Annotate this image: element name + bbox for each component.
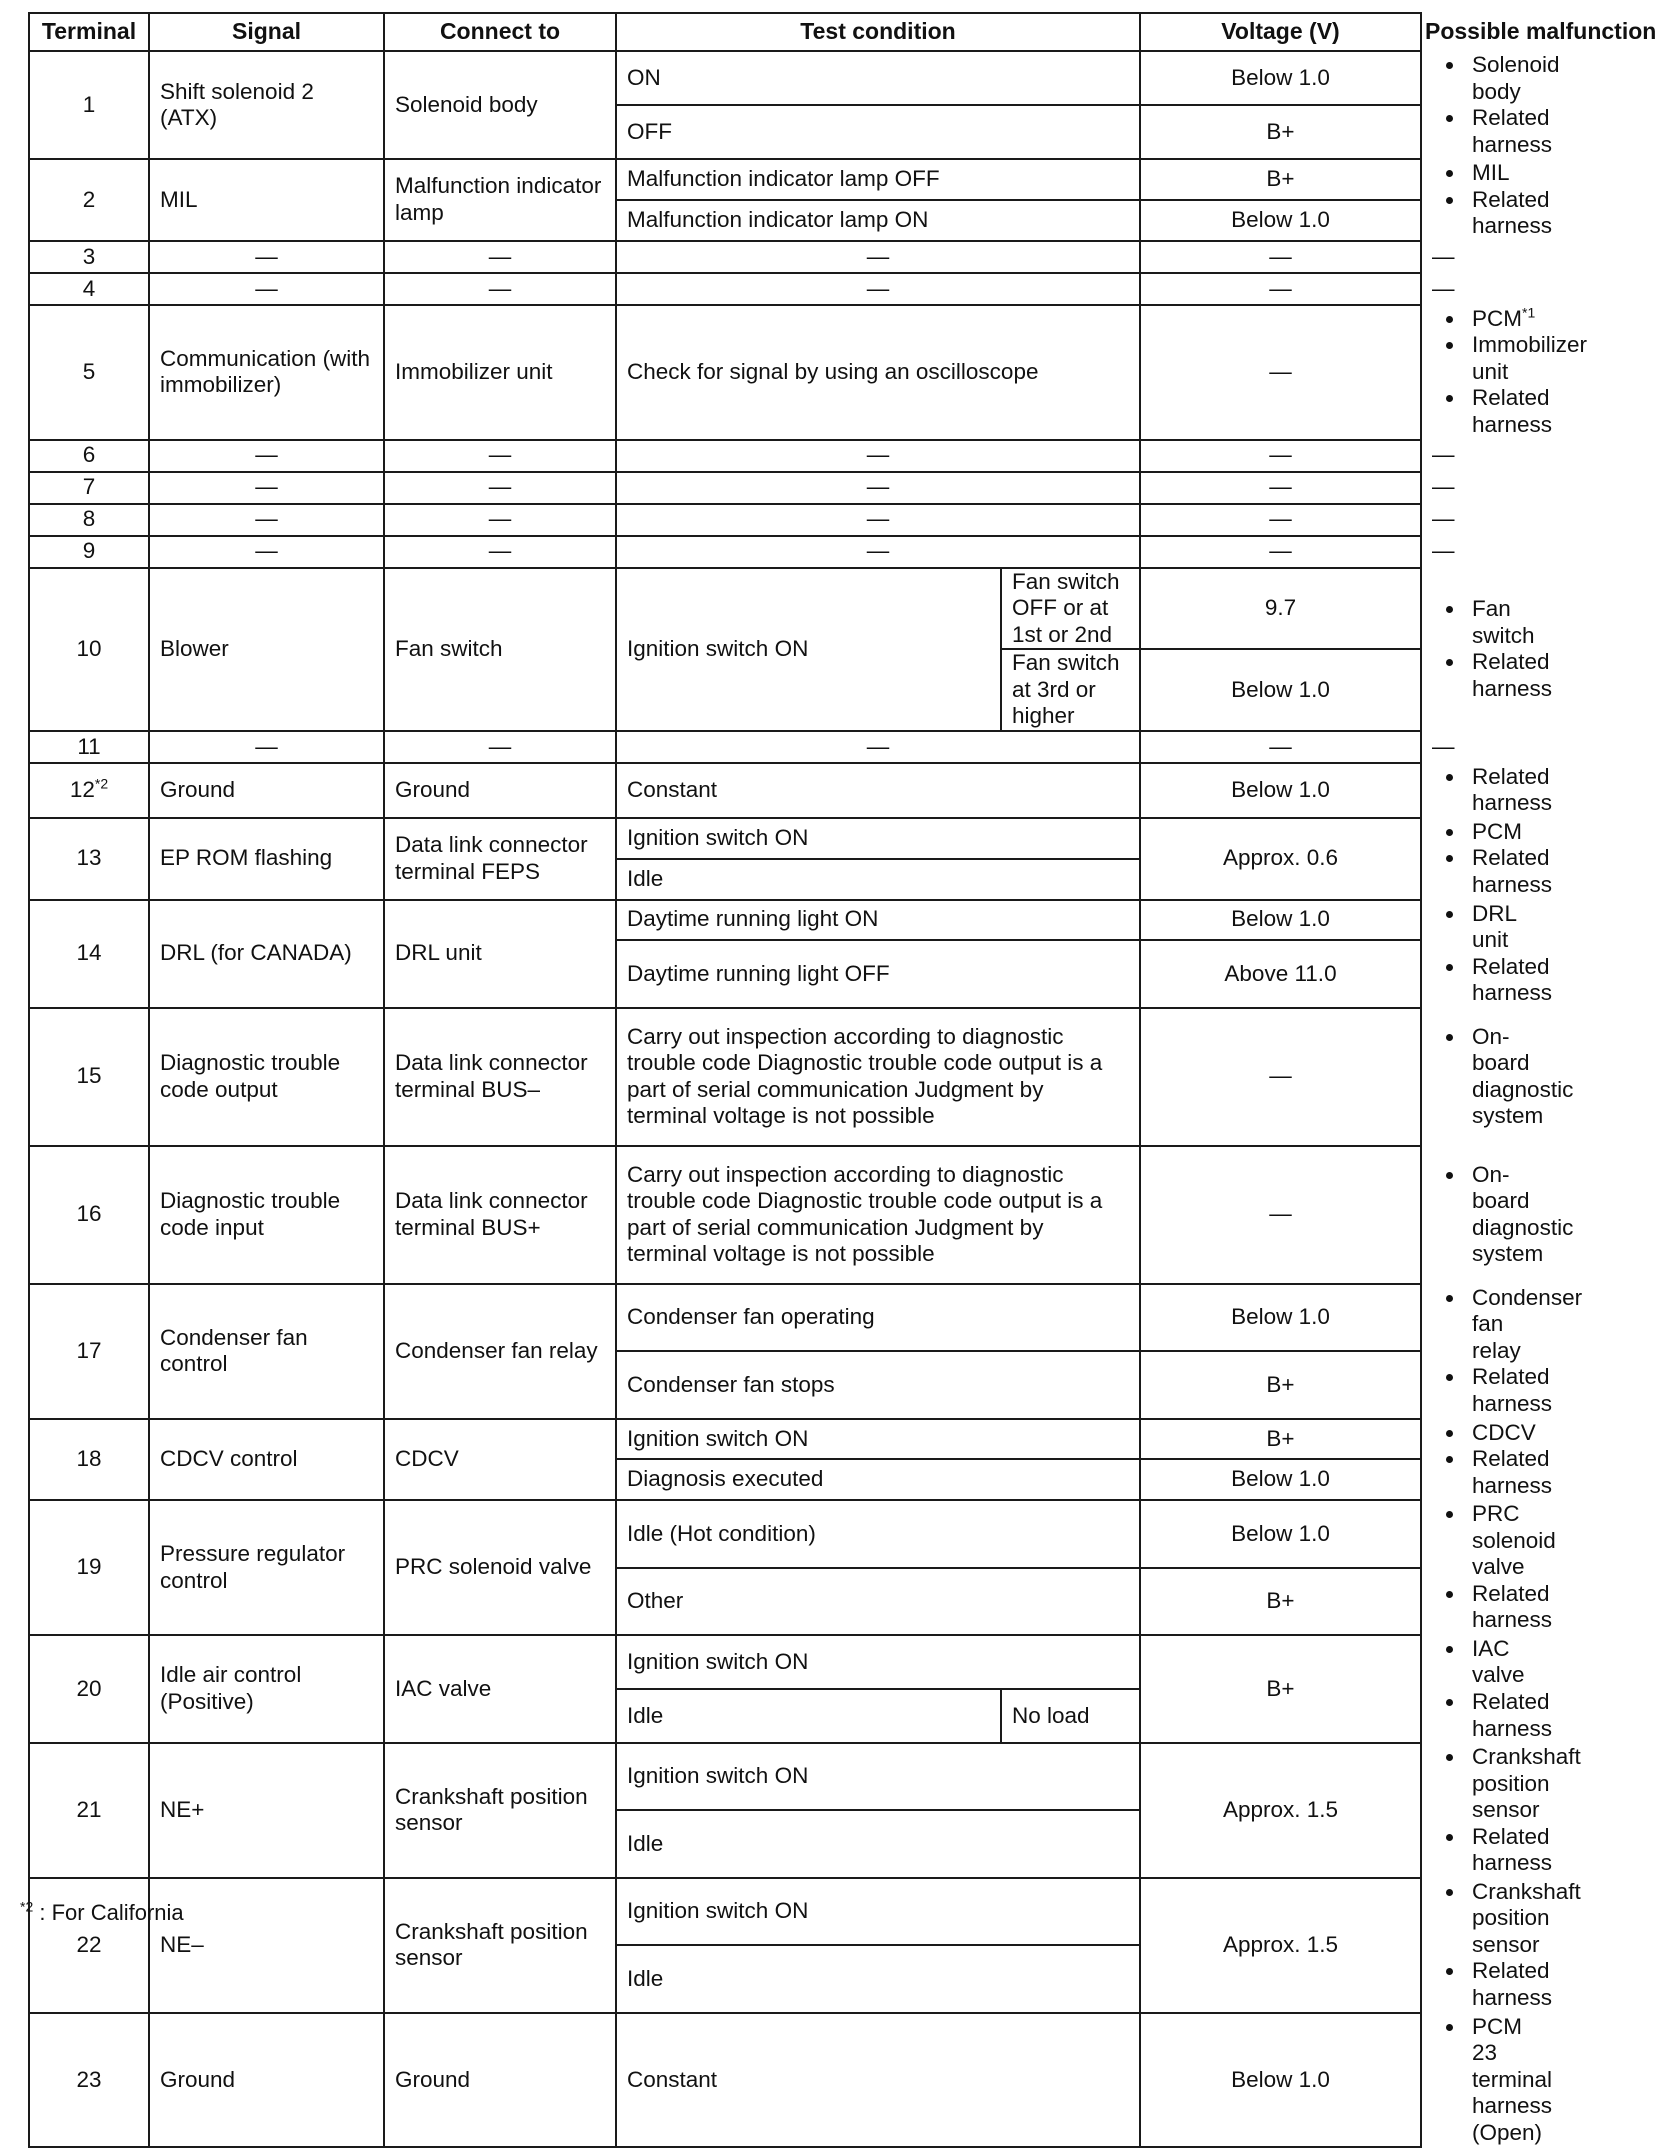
signal-cell: Pressure regulator control	[149, 1500, 384, 1635]
connect-cell: CDCV	[384, 1419, 616, 1501]
terminal-cell	[29, 1743, 149, 1878]
terminal-number: 12	[69, 777, 95, 803]
test-condition-cell: OFF	[616, 105, 1140, 159]
terminal-number: 23	[76, 2066, 102, 2092]
malfunction-item: • Related harness	[1466, 1446, 1472, 1499]
connect-cell: —	[384, 731, 616, 763]
voltage-cell: Below 1.0	[1140, 1500, 1421, 1567]
table-row: 6 — — — — —	[29, 440, 1421, 472]
malfunction-item	[1466, 304, 1536, 333]
voltage-cell: —	[1140, 504, 1421, 536]
terminal-cell	[29, 900, 149, 1008]
voltage-cell: B+	[1140, 1419, 1421, 1460]
table-row	[29, 1146, 1421, 1284]
voltage-cell: —	[1140, 1008, 1421, 1146]
malfunction-item: • Solenoid body	[1466, 52, 1472, 105]
signal-cell: Blower	[149, 568, 384, 731]
test-condition-cell: Fan switch OFF or at 1st or 2nd	[1001, 568, 1140, 650]
malfunction-item: • Related harness	[1466, 105, 1472, 158]
malfunction-item: • MIL	[1466, 160, 1472, 187]
table-row	[29, 900, 1421, 940]
header-signal: Signal	[149, 13, 384, 51]
signal-cell: Ground	[149, 763, 384, 818]
signal-cell: DRL (for CANADA)	[149, 900, 384, 1008]
test-condition-cell: Constant	[616, 763, 1140, 818]
signal-cell: —	[149, 731, 384, 763]
voltage-cell: B+	[1140, 1351, 1421, 1418]
test-condition-cell: Ignition switch ON	[616, 1878, 1140, 1945]
connect-cell: Fan switch	[384, 568, 616, 731]
malfunction-item: • Fan switch	[1466, 596, 1472, 649]
connect-cell: —	[384, 241, 616, 273]
footnote	[20, 1900, 184, 1926]
connect-cell: Data link connector terminal BUS+	[384, 1146, 616, 1284]
test-condition-cell: —	[616, 536, 1140, 568]
test-condition-cell: ON	[616, 51, 1140, 105]
malfunction-list	[1432, 900, 1553, 1007]
table-row	[29, 1008, 1421, 1146]
connect-cell: Data link connector terminal BUS–	[384, 1008, 616, 1146]
connect-cell: —	[384, 536, 616, 568]
malfunction-list	[1432, 304, 1588, 439]
malfunction-item: • Related harness	[1466, 1364, 1472, 1417]
table-row	[29, 1878, 1421, 1945]
terminal-cell	[29, 1284, 149, 1419]
footnote-mark: *2	[20, 1898, 34, 1915]
voltage-cell: B+	[1140, 1635, 1421, 1743]
malfunction-item: • DRL unit	[1466, 901, 1472, 954]
voltage-cell: Approx. 1.5	[1140, 1878, 1421, 2013]
table-row	[29, 763, 1421, 818]
terminal-number: 14	[76, 940, 102, 966]
signal-cell: NE–	[149, 1878, 384, 2013]
voltage-cell: Approx. 1.5	[1140, 1743, 1421, 1878]
voltage-cell: Below 1.0	[1140, 1284, 1421, 1351]
table-row: 11 — — — — —	[29, 731, 1421, 763]
voltage-cell: Above 11.0	[1140, 940, 1421, 1008]
voltage-cell: B+	[1140, 159, 1421, 200]
terminal-number: 15	[76, 1063, 102, 1089]
terminal-cell	[29, 1008, 149, 1146]
test-condition-cell: Daytime running light ON	[616, 900, 1140, 940]
voltage-cell: Approx. 0.6	[1140, 818, 1421, 900]
terminal-cell	[29, 159, 149, 241]
table-row	[29, 305, 1421, 440]
malfunction-list	[1432, 1878, 1581, 2012]
voltage-cell: 9.7	[1140, 568, 1421, 650]
malfunction-item: • Immobilizer unit	[1466, 332, 1472, 385]
voltage-cell: Below 1.0	[1140, 1459, 1421, 1500]
malfunction-list	[1432, 52, 1560, 158]
test-condition-cell: Idle (Hot condition)	[616, 1500, 1140, 1567]
test-condition-cell: Constant	[616, 2013, 1140, 2148]
table-body	[29, 51, 1588, 2147]
malfunction-item: • PCM	[1466, 819, 1472, 846]
terminal-number: 17	[76, 1337, 102, 1363]
signal-cell: EP ROM flashing	[149, 818, 384, 900]
terminal-cell	[29, 763, 149, 818]
terminal-number: 5	[82, 358, 96, 384]
test-condition-cell: Condenser fan operating	[616, 1284, 1140, 1351]
test-condition-cell: Idle	[616, 859, 1140, 900]
terminal-number: 16	[76, 1201, 102, 1227]
test-condition-cell: —	[616, 440, 1140, 472]
voltage-cell: Below 1.0	[1140, 2013, 1421, 2148]
malfunction-item: • Condenser fan relay	[1466, 1285, 1472, 1365]
voltage-cell: —	[1140, 273, 1421, 305]
terminal-cell	[29, 1500, 149, 1635]
terminal-cell	[29, 1419, 149, 1501]
connect-cell: Data link connector terminal FEPS	[384, 818, 616, 900]
terminal-number: 13	[76, 845, 102, 871]
malfunction-item: • Related harness	[1466, 845, 1472, 898]
table-row: 9 — — — — —	[29, 536, 1421, 568]
voltage-cell: Below 1.0	[1140, 200, 1421, 241]
malfunction-list	[1432, 1635, 1553, 1742]
table-row	[29, 2013, 1421, 2148]
table-row: 8 — — — — —	[29, 504, 1421, 536]
terminal-footnote-mark: *2	[94, 775, 109, 792]
malfunction-item: • Related harness	[1466, 1689, 1472, 1742]
malfunction-item: • PRC solenoid valve	[1466, 1501, 1472, 1581]
malfunction-item: • Related harness	[1466, 385, 1472, 438]
signal-cell: —	[149, 504, 384, 536]
test-condition-cell: Ignition switch ON	[616, 1743, 1140, 1810]
malfunction-list	[1432, 763, 1553, 817]
test-condition-cell: —	[616, 273, 1140, 305]
terminal-cell: 9	[29, 536, 149, 568]
malfunction-list	[1432, 596, 1553, 702]
connect-cell: Crankshaft position sensor	[384, 1878, 616, 2013]
connect-cell: —	[384, 504, 616, 536]
header-row: Terminal Signal Connect to Test condition Voltage (V) Possible malfunction	[29, 13, 1421, 51]
malfunction-item: • Related harness	[1466, 1958, 1472, 2011]
test-condition-cell: Daytime running light OFF	[616, 940, 1140, 1008]
terminal-cell	[29, 305, 149, 440]
voltage-cell: Below 1.0	[1140, 51, 1421, 105]
test-main-cell: Ignition switch ON	[616, 568, 1001, 731]
connect-cell: Ground	[384, 2013, 616, 2148]
malfunction-item: • PCM 23 terminal harness (Open)	[1466, 2014, 1472, 2147]
terminal-cell	[29, 2013, 149, 2148]
test-condition-cell: Ignition switch ON	[616, 818, 1140, 859]
voltage-cell: Below 1.0	[1140, 900, 1421, 940]
connect-cell: Malfunction indicator lamp	[384, 159, 616, 241]
signal-cell: —	[149, 472, 384, 504]
table-row	[29, 159, 1421, 200]
terminal-cell	[29, 1146, 149, 1284]
connect-cell: Immobilizer unit	[384, 305, 616, 440]
test-condition-cell: Carry out inspection according to diagnostic trouble code Diagnostic trouble code output is a part of serial communication Judgment by terminal voltage is not possible	[616, 1146, 1140, 1284]
test-condition-cell: Idle	[616, 1945, 1140, 2012]
table-row	[29, 1500, 1421, 1567]
malfunction-list	[1432, 818, 1553, 899]
terminal-number: 2	[82, 186, 96, 212]
malfunction-item: • Related harness	[1466, 649, 1472, 702]
test-condition-cell: —	[616, 731, 1140, 763]
terminal-voltage-table	[28, 12, 1656, 2148]
terminal-cell	[29, 1878, 149, 2013]
test-condition-cell: —	[616, 241, 1140, 273]
connect-cell: Condenser fan relay	[384, 1284, 616, 1419]
footnote-text: : For California	[39, 1900, 184, 1925]
signal-cell: Diagnostic trouble code output	[149, 1008, 384, 1146]
signal-cell: —	[149, 440, 384, 472]
table-row	[29, 51, 1421, 105]
table-row: 3 — — — — —	[29, 241, 1421, 273]
malfunction-list	[1432, 1501, 1556, 1634]
table-row	[29, 568, 1421, 650]
malfunction-list	[1432, 1744, 1581, 1877]
voltage-cell: Below 1.0	[1140, 649, 1421, 731]
malfunction-list	[1432, 1023, 1574, 1130]
voltage-cell: B+	[1140, 1568, 1421, 1635]
malfunction-item: • Related harness	[1466, 1824, 1472, 1877]
terminal-cell: 11	[29, 731, 149, 763]
test-condition-cell: Carry out inspection according to diagnostic trouble code Diagnostic trouble code output is a part of serial communication Judgment by terminal voltage is not possible	[616, 1008, 1140, 1146]
test-condition-cell: Check for signal by using an oscilloscope	[616, 305, 1140, 440]
header-test-condition: Test condition	[616, 13, 1140, 51]
terminal-cell: 4	[29, 273, 149, 305]
table-row: 4 — — — — —	[29, 273, 1421, 305]
signal-cell: —	[149, 241, 384, 273]
malfunction-list	[1432, 1284, 1583, 1418]
test-condition-cell: Other	[616, 1568, 1140, 1635]
signal-cell: Shift solenoid 2 (ATX)	[149, 51, 384, 159]
malfunction-list	[1432, 2013, 1553, 2147]
terminal-cell	[29, 818, 149, 900]
test-condition-cell: Idle	[616, 1810, 1140, 1877]
connect-cell: —	[384, 273, 616, 305]
signal-cell: —	[149, 273, 384, 305]
header-voltage: Voltage (V)	[1140, 13, 1421, 51]
table-row	[29, 1743, 1421, 1810]
signal-cell: Ground	[149, 2013, 384, 2148]
test-condition-cell: Malfunction indicator lamp ON	[616, 200, 1140, 241]
terminal-number: 1	[82, 91, 96, 117]
voltage-cell: —	[1140, 241, 1421, 273]
test-condition-cell: —	[616, 504, 1140, 536]
connect-cell: —	[384, 440, 616, 472]
table-row	[29, 1635, 1421, 1689]
signal-cell: CDCV control	[149, 1419, 384, 1501]
malfunction-item: • Related harness	[1466, 1581, 1472, 1634]
connect-cell: Crankshaft position sensor	[384, 1743, 616, 1878]
test-subcondition-cell: No load	[1001, 1689, 1140, 1743]
connect-cell: Ground	[384, 763, 616, 818]
signal-cell: Condenser fan control	[149, 1284, 384, 1419]
table-row: 7 — — — — —	[29, 472, 1421, 504]
table-row	[29, 1419, 1421, 1460]
voltage-cell: Below 1.0	[1140, 763, 1421, 818]
voltage-cell: —	[1140, 440, 1421, 472]
terminal-cell	[29, 51, 149, 159]
signal-cell: Communication (with immobilizer)	[149, 305, 384, 440]
malfunction-item: • Related harness	[1466, 954, 1472, 1007]
connect-cell: DRL unit	[384, 900, 616, 1008]
table-row	[29, 818, 1421, 859]
malfunction-item: • Related harness	[1466, 187, 1472, 240]
terminal-number: 22	[76, 1931, 102, 1957]
signal-cell: Idle air control (Positive)	[149, 1635, 384, 1743]
signal-cell: Diagnostic trouble code input	[149, 1146, 384, 1284]
test-condition-cell: Idle	[616, 1689, 1001, 1743]
terminal-cell: 7	[29, 472, 149, 504]
test-condition-cell: Diagnosis executed	[616, 1459, 1140, 1500]
terminal-number: 19	[76, 1554, 102, 1580]
malfunction-item: • IAC valve	[1466, 1636, 1472, 1689]
terminal-number: 10	[76, 635, 102, 661]
test-condition-cell: Malfunction indicator lamp OFF	[616, 159, 1140, 200]
malfunction-item: • On-board diagnostic system	[1466, 1024, 1472, 1130]
terminal-number: 18	[76, 1446, 102, 1472]
connect-cell: IAC valve	[384, 1635, 616, 1743]
voltage-cell: B+	[1140, 105, 1421, 159]
voltage-cell: —	[1140, 305, 1421, 440]
terminal-cell	[29, 1635, 149, 1743]
terminal-number: 21	[76, 1797, 102, 1823]
malfunction-footnote-mark: *1	[1522, 304, 1536, 321]
header-terminal: Terminal	[29, 13, 149, 51]
test-condition-cell: —	[616, 472, 1140, 504]
malfunction-list	[1432, 1161, 1574, 1268]
malfunction-list	[1432, 160, 1553, 240]
voltage-cell: —	[1140, 731, 1421, 763]
malfunction-item: • CDCV	[1466, 1420, 1472, 1447]
malfunction-list	[1432, 1419, 1553, 1500]
malfunction-item: • Crankshaft position sensor	[1466, 1744, 1472, 1824]
signal-cell: MIL	[149, 159, 384, 241]
connect-cell: Solenoid body	[384, 51, 616, 159]
voltage-cell: —	[1140, 536, 1421, 568]
voltage-cell: —	[1140, 472, 1421, 504]
connect-cell: PRC solenoid valve	[384, 1500, 616, 1635]
terminal-cell: 3	[29, 241, 149, 273]
test-condition-cell: Fan switch at 3rd or higher	[1001, 649, 1140, 731]
malfunction-item: • Related harness	[1466, 764, 1472, 817]
test-condition-cell: Ignition switch ON	[616, 1635, 1140, 1689]
connect-cell: —	[384, 472, 616, 504]
table-row	[29, 1284, 1421, 1351]
terminal-cell: 6	[29, 440, 149, 472]
test-condition-cell: Condenser fan stops	[616, 1351, 1140, 1418]
header-connect-to: Connect to	[384, 13, 616, 51]
signal-cell: NE+	[149, 1743, 384, 1878]
terminal-number: 20	[76, 1675, 102, 1701]
malfunction-item: • On-board diagnostic system	[1466, 1162, 1472, 1268]
signal-cell: —	[149, 536, 384, 568]
test-condition-cell: Ignition switch ON	[616, 1419, 1140, 1460]
malfunction-text: PCM	[1472, 305, 1522, 331]
voltage-cell: —	[1140, 1146, 1421, 1284]
malfunction-item: • Crankshaft position sensor	[1466, 1879, 1472, 1959]
terminal-cell	[29, 568, 149, 731]
terminal-cell: 8	[29, 504, 149, 536]
